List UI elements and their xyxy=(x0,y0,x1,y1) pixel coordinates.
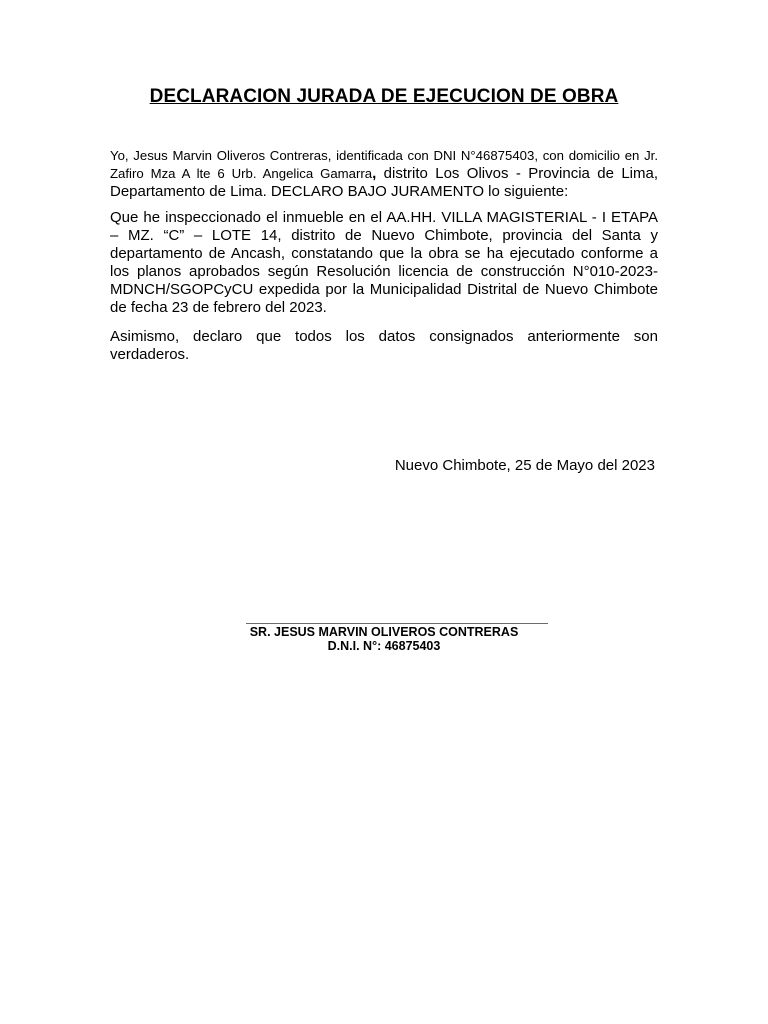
signature-dni: D.N.I. N°: 46875403 xyxy=(327,639,441,653)
document-title: DECLARACION JURADA DE EJECUCION DE OBRA xyxy=(149,86,619,107)
date-line: Nuevo Chimbote, 25 de Mayo del 2023 xyxy=(394,457,655,474)
paragraph-declarant-part2: distrito Los Olivos - Provincia de Lima, Departamento de Lima. DECLARO BAJO JURAMENTO lo siguiente: xyxy=(110,165,659,200)
paragraph-declarant-part1: Yo, Jesus Marvin Oliveros Contreras, identificada con DNI N°46875403, con domicilio en Jr. Zafiro Mza A lte 6 Urb. Angelica Gamarra xyxy=(110,148,658,181)
paragraph-declarant-comma: , xyxy=(372,165,377,182)
paragraph-inspection: Que he inspeccionado el inmueble en el AA.HH. VILLA MAGISTERIAL - I ETAPA – MZ. “C” – LOTE 14, distrito de Nuevo Chimbote, provincia del Santa y departamento de Ancash, constatando que la obra se ha ejecutado conforme a los planos aprobados según Resolución licencia de construcción N°010-2023-MDNCH/SGOPCyCU expedida por la Municipalidad Distrital de Nuevo Chimbote de fecha 23 de febrero del 2023. xyxy=(110,209,658,316)
signature-line xyxy=(246,623,548,624)
paragraph-declarant xyxy=(110,147,658,201)
signature-name: SR. JESUS MARVIN OLIVEROS CONTRERAS xyxy=(249,625,519,639)
paragraph-confirmation: Asimismo, declaro que todos los datos consignados anteriormente son verdaderos. xyxy=(110,328,658,363)
